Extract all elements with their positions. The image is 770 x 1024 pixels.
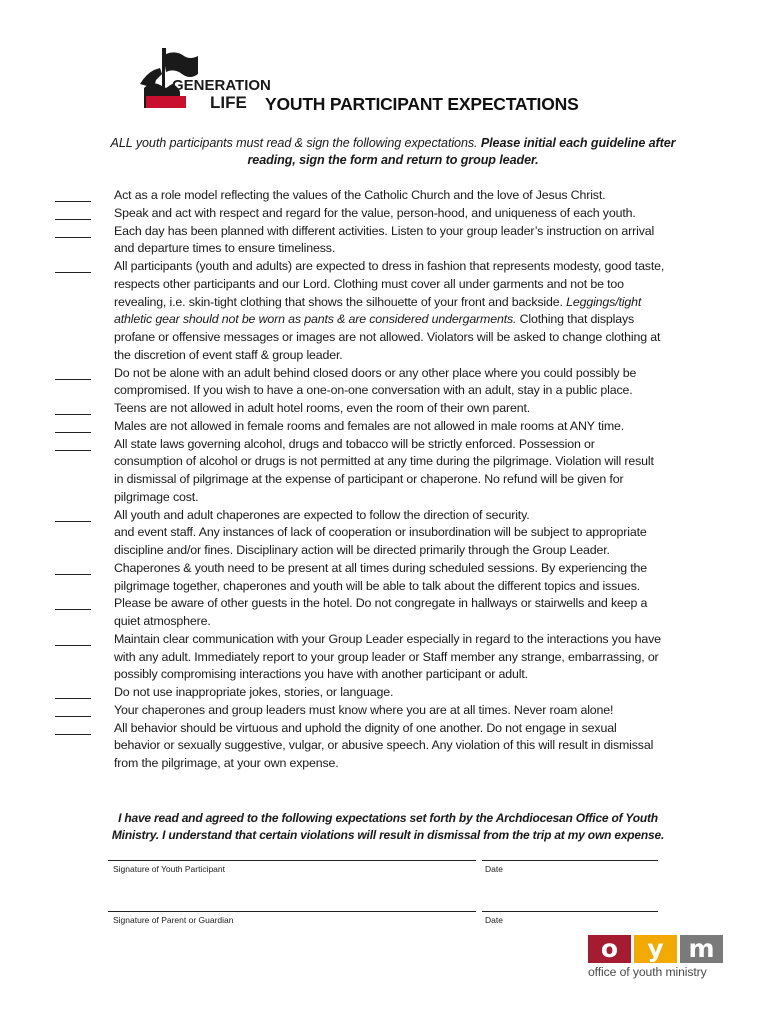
youth-signature-line[interactable]: [108, 860, 476, 861]
parent-date-label: Date: [485, 915, 503, 925]
guideline-text: Do not use inappropriate jokes, stories, or language.: [114, 685, 394, 699]
guideline-item: [55, 507, 665, 560]
guideline-text: All participants (youth and adults) are expected to dress in fashion that represents modesty, good taste, respects other participants and our Lord. Clothing must cover all under garments and not be too revealing, i.e. skin-tight clothing that shows the silhouette of your front and backside.: [114, 259, 665, 309]
guideline-text: All state laws governing alcohol, drugs and tobacco will be strictly enforced. Possession or consumption of alcohol or drugs is not permitted at any time during the pilgrimage. Violation will result in dismissal of pilgrimage at the expense of participant or chaperone. No refund will be given for pilgrimage cost.: [114, 436, 654, 504]
guideline-text: All youth and adult chaperones are expected to follow the direction of security.: [114, 507, 530, 522]
generation-life-logo-graphic: [132, 44, 271, 114]
guideline-text-after: Clothing that displays profane or offensive messages or images are not allowed. Violators will be asked to change clothing at the discretion of event staff & group leader.: [114, 312, 661, 362]
guideline-item: [55, 365, 665, 401]
guideline-text: Speak and act with respect and regard for the value, person-hood, and uniqueness of each youth.: [114, 205, 636, 220]
initial-blank[interactable]: [55, 698, 91, 699]
guideline-text: Do not be alone with an adult behind closed doors or any other place where you could possibly be compromised. If you wish to have a one-on-one conversation with an adult, stay in a public place.: [114, 365, 637, 398]
initial-blank[interactable]: [55, 201, 91, 202]
oym-logo: [588, 935, 728, 985]
parent-signature-label: Signature of Parent or Guardian: [113, 915, 234, 925]
parent-date-line[interactable]: [482, 911, 658, 912]
guideline-text: Please be aware of other guests in the hotel. Do not congregate in hallways or stairwells and keep a quiet atmosphere.: [114, 596, 648, 628]
guideline-item: [55, 258, 665, 365]
guideline-text-continued: and event staff. Any instances of lack of cooperation or insubordination will be subject to appropriate discipline and/or fines. Disciplinary action will be directed primarily through the Group Leader.: [114, 525, 647, 557]
youth-signature-label: Signature of Youth Participant: [113, 864, 225, 874]
initial-blank[interactable]: [55, 237, 91, 238]
generation-life-logo: [132, 44, 271, 114]
guideline-list: [55, 187, 665, 773]
guideline-item: [55, 631, 665, 684]
logo-line2: LIFE: [210, 93, 247, 112]
parent-signature-line[interactable]: [108, 911, 476, 912]
youth-date-line[interactable]: [482, 860, 658, 861]
guideline-item: [55, 684, 665, 702]
initial-blank[interactable]: [55, 716, 91, 717]
initial-blank[interactable]: [55, 272, 91, 273]
logo-line1: GENERATION: [172, 77, 271, 94]
guideline-item: [55, 595, 665, 631]
guideline-item: [55, 702, 665, 720]
agreement-statement: I have read and agreed to the following expectations set forth by the Archdiocesan Office of Youth Ministry. I understand that certain violations will result in dismissal from the trip at my own expense.: [111, 811, 665, 842]
guideline-text: Each day has been planned with different activities. Listen to your group leader’s instruction on arrival and departure times to ensure timeliness.: [114, 223, 655, 256]
guideline-text: All behavior should be virtuous and uphold the dignity of one another. Do not engage in sexual behavior or sexually suggestive, vulgar, or abusive speech. Any violation of this will result in dismissal from the pilgrimage, at your own expense.: [114, 720, 654, 770]
initial-blank[interactable]: [55, 379, 91, 380]
guideline-item: [55, 418, 665, 436]
guideline-text: Act as a role model reflecting the values of the Catholic Church and the love of Jesus Christ.: [114, 188, 606, 202]
guideline-item: [55, 205, 665, 223]
youth-date-label: Date: [485, 864, 503, 874]
intro-bold: Please initial each guideline after reading, sign the form and return to group leader.: [247, 136, 676, 167]
guideline-text: Maintain clear communication with your Group Leader especially in regard to the interactions you have with any adult. Immediately report to your group leader or Staff member any strange, embarrassing, or possibly compromising interactions you have with another participant or adult.: [114, 631, 661, 682]
guideline-item: [55, 187, 665, 205]
guideline-text: Males are not allowed in female rooms and females are not allowed in male rooms at ANY time.: [114, 418, 625, 433]
initial-blank[interactable]: [55, 521, 91, 522]
oym-letter-o: o: [588, 935, 631, 963]
oym-caption: office of youth ministry: [588, 965, 707, 979]
oym-letter-m: m: [680, 935, 723, 963]
intro-normal: ALL youth participants must read & sign the following expectations.: [110, 136, 481, 150]
guideline-item: [55, 720, 665, 773]
initial-blank[interactable]: [55, 450, 91, 451]
guideline-item: [55, 223, 665, 259]
guideline-italic-text: Leggings/tight athletic gear should not be worn as pants & are considered undergarments.: [114, 294, 642, 327]
initial-blank[interactable]: [55, 219, 91, 220]
initial-blank[interactable]: [55, 432, 91, 433]
page-title: YOUTH PARTICIPANT EXPECTATIONS: [265, 94, 579, 114]
guideline-text: Teens are not allowed in adult hotel rooms, even the room of their own parent.: [114, 401, 531, 415]
initial-blank[interactable]: [55, 645, 91, 646]
guideline-text: Chaperones & youth need to be present at all times during scheduled sessions. By experiencing the pilgrimage together, chaperones and youth will be able to talk about the different topics and issues.: [114, 560, 648, 593]
oym-letter-y: y: [634, 935, 677, 963]
initial-blank[interactable]: [55, 734, 91, 735]
guideline-item: [55, 400, 665, 418]
guideline-item: [55, 560, 665, 596]
guideline-item: [55, 436, 665, 507]
initial-blank[interactable]: [55, 414, 91, 415]
guideline-text: Your chaperones and group leaders must know where you are at all times. Never roam alone!: [114, 702, 614, 717]
intro-text: [108, 135, 678, 169]
oym-letter-boxes: [588, 935, 728, 963]
initial-blank[interactable]: [55, 574, 91, 575]
initial-blank[interactable]: [55, 609, 91, 610]
